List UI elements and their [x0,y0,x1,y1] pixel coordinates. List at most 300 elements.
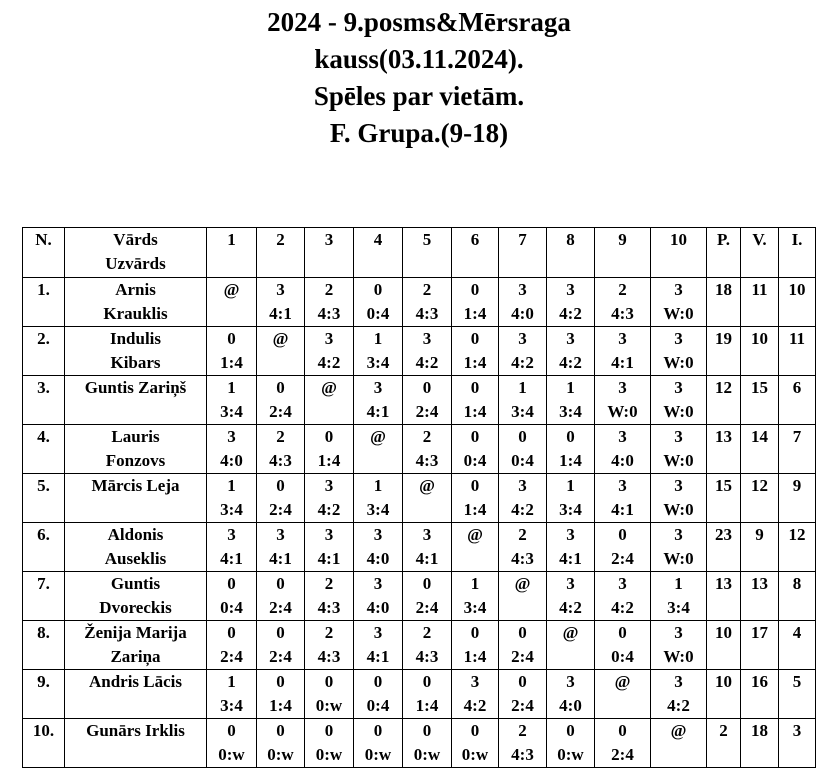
match-score: 4:1 [415,549,439,568]
match-cell [452,621,499,670]
match-score: 4:0 [366,598,390,617]
match-score: 2:4 [415,402,439,421]
match-score: 2:4 [511,647,534,666]
player-name-line: Mārcis Leja [91,476,180,495]
match-points: 3 [373,623,383,642]
match-cell [207,621,257,670]
match-points: 2 [422,623,432,642]
match-score: 4:1 [366,402,390,421]
match-cell [403,327,452,376]
match-score: 4:0 [220,451,243,470]
match-score: 3:4 [220,402,243,421]
match-cell [452,376,499,425]
match-score: W:0 [663,451,694,470]
match-score: 4:2 [511,500,534,519]
match-points: 0 [276,623,285,642]
match-points: 3 [324,525,334,544]
match-points: 0 [422,378,432,397]
match-points: 2 [324,623,334,642]
player-name-line: Andris Lācis [88,672,183,691]
match-cell [499,327,547,376]
match-score: 4:2 [511,353,534,372]
player-name-line: Aldonis [107,525,164,544]
match-cell [547,278,595,327]
player-name [65,327,207,376]
player-name [65,523,207,572]
match-score: 1:4 [463,402,487,421]
match-points: 0 [324,672,334,691]
header-rank: I. [779,228,816,278]
total-rank: 8 [779,572,816,621]
match-score: 3:4 [220,696,243,715]
match-points: 2 [422,280,432,299]
match-score: 3:4 [366,353,390,372]
match-cell [595,621,651,670]
match-score: 4:0 [611,451,634,470]
header-number: N. [23,228,65,278]
match-points: 0 [470,721,480,740]
match-cell [595,523,651,572]
match-points: 3 [470,672,480,691]
total-points: 2 [707,719,741,768]
total-points: 15 [707,474,741,523]
player-name [65,572,207,621]
match-cell [305,376,354,425]
match-cell [354,327,403,376]
match-score: 4:3 [317,647,341,666]
match-score: 4:2 [317,500,341,519]
match-cell [595,327,651,376]
match-cell [403,670,452,719]
total-wins: 15 [741,376,779,425]
player-name-line: Guntis Zariņš [84,378,187,397]
match-score: 1:4 [463,647,487,666]
table-row [23,670,816,719]
match-score: 3:4 [511,402,534,421]
match-points: 0 [422,721,432,740]
match-score: 4:0 [559,696,582,715]
match-cell [595,474,651,523]
match-points: 2 [276,427,285,446]
player-name-line: Kibars [110,353,161,372]
match-points: 3 [674,476,683,495]
match-cell [354,621,403,670]
match-points: 0 [276,476,285,495]
match-points: 0 [470,623,480,642]
player-name-line: Arnis [115,280,156,299]
total-rank: 9 [779,474,816,523]
match-score: W:0 [663,500,694,519]
match-cell [651,719,707,768]
header-row [23,228,816,278]
match-points: 1 [470,574,480,593]
match-score: 1:4 [559,451,582,470]
match-points: 1 [227,476,236,495]
match-score: 4:2 [559,353,582,372]
header-round: 3 [305,228,354,278]
table-row [23,474,816,523]
match-score: W:0 [663,402,694,421]
player-name-line: Gunārs Irklis [86,721,185,740]
match-score: 4:1 [611,500,634,519]
match-cell [207,670,257,719]
match-points: 2 [324,574,334,593]
match-score: 4:3 [415,451,439,470]
match-points: @ [370,427,386,446]
player-name [65,621,207,670]
player-name-line: Ženija Marija [84,623,187,642]
row-number: 7. [23,572,65,621]
header-round: 7 [499,228,547,278]
match-points: 3 [674,280,683,299]
match-points: @ [614,672,631,691]
match-score: 2:4 [269,402,292,421]
match-points: 0 [618,721,627,740]
match-points: 1 [566,476,575,495]
match-cell [452,719,499,768]
match-score: W:0 [607,402,638,421]
table-row [23,327,816,376]
match-score: 1:4 [317,451,341,470]
match-score: 0:w [557,745,584,764]
match-points: 0 [470,329,480,348]
player-name [65,376,207,425]
match-cell [207,425,257,474]
match-points: 3 [276,280,285,299]
header-points: P. [707,228,741,278]
player-name-line: Guntis [110,574,161,593]
match-cell [257,474,305,523]
match-cell [651,327,707,376]
match-score: 2:4 [269,598,292,617]
match-points: 1 [227,672,236,691]
match-cell [547,327,595,376]
match-score: 0:4 [366,304,390,323]
match-points: 1 [566,378,575,397]
match-points: 0 [373,280,383,299]
match-cell [257,376,305,425]
match-cell [452,278,499,327]
match-points: 0 [518,672,527,691]
match-points: 2 [518,525,527,544]
match-cell [452,425,499,474]
match-cell [499,572,547,621]
row-number: 1. [23,278,65,327]
match-cell [547,572,595,621]
match-cell [257,719,305,768]
match-cell [257,572,305,621]
header-round: 2 [257,228,305,278]
match-score: 3:4 [559,500,582,519]
total-rank: 6 [779,376,816,425]
match-cell [595,670,651,719]
header-round: 6 [452,228,499,278]
match-points: 0 [470,427,480,446]
match-score: 4:3 [317,598,341,617]
match-cell [595,572,651,621]
match-points: 3 [566,525,575,544]
total-wins: 17 [741,621,779,670]
match-cell [403,621,452,670]
match-cell [305,278,354,327]
match-points: 0 [422,574,432,593]
match-score: 2:4 [611,745,634,764]
match-score: 0:w [267,745,294,764]
match-cell [354,523,403,572]
player-name-line: Dvoreckis [99,598,172,617]
table-row [23,523,816,572]
match-points: 0 [470,476,480,495]
match-points: @ [272,329,289,348]
match-score: 3:4 [366,500,390,519]
match-points: @ [562,623,579,642]
match-cell [305,523,354,572]
match-score: 2:4 [415,598,439,617]
match-cell [452,474,499,523]
match-score: 3:4 [667,598,690,617]
match-score: 1:4 [415,696,439,715]
match-cell [354,376,403,425]
match-points: @ [467,525,483,544]
match-cell [595,425,651,474]
match-cell [354,719,403,768]
match-points: 3 [674,427,683,446]
match-cell [257,278,305,327]
match-points: 0 [227,329,236,348]
match-score: 4:3 [511,745,534,764]
player-name-line: Auseklis [104,549,167,568]
match-points: 3 [422,329,432,348]
match-points: 0 [373,721,383,740]
total-wins: 12 [741,474,779,523]
match-points: 2 [518,721,527,740]
match-cell [207,572,257,621]
match-score: 0:4 [511,451,534,470]
title-line-1: 2024 - 9.posms&Mērsraga [267,7,571,37]
match-points: 3 [422,525,432,544]
match-score: 0:4 [611,647,634,666]
match-points: 0 [227,623,236,642]
match-points: 2 [422,427,432,446]
header-wins: V. [741,228,779,278]
match-score: 3:4 [463,598,487,617]
match-points: 3 [373,378,383,397]
row-number: 9. [23,670,65,719]
match-score: 4:1 [220,549,243,568]
match-score: 4:3 [511,549,534,568]
player-name [65,719,207,768]
match-cell [547,621,595,670]
match-score: 0:w [413,745,441,764]
document-title [0,4,838,152]
table-row [23,376,816,425]
player-name-line: Zariņa [110,647,161,666]
match-cell [257,327,305,376]
match-score: 4:1 [559,549,582,568]
header-round: 1 [207,228,257,278]
match-score: 0:w [218,745,245,764]
match-points: 3 [373,525,383,544]
match-points: 1 [373,476,383,495]
match-score: 0:w [315,745,343,764]
player-name-line: Lauris [111,427,160,446]
player-name-line: Fonzovs [105,451,166,470]
match-points: 2 [324,280,334,299]
total-rank: 12 [779,523,816,572]
match-score: 0:w [364,745,392,764]
total-wins: 9 [741,523,779,572]
match-cell [595,278,651,327]
match-score: 1:4 [463,353,487,372]
total-points: 12 [707,376,741,425]
match-cell [651,572,707,621]
match-points: @ [670,721,687,740]
match-cell [403,278,452,327]
match-cell [354,572,403,621]
match-cell [257,425,305,474]
total-rank: 3 [779,719,816,768]
match-cell [595,376,651,425]
match-score: 3:4 [559,402,582,421]
row-number: 10. [23,719,65,768]
match-cell [354,474,403,523]
player-name-line: Krauklis [103,304,168,323]
total-rank: 5 [779,670,816,719]
player-name [65,278,207,327]
match-points: 3 [518,476,527,495]
total-wins: 13 [741,572,779,621]
match-cell [354,278,403,327]
total-wins: 14 [741,425,779,474]
match-score: W:0 [663,647,694,666]
title-line-2: kauss(03.11.2024). [314,44,524,74]
match-points: 3 [618,476,627,495]
match-score: 4:3 [415,647,439,666]
match-points: 3 [618,329,627,348]
match-score: 0:4 [366,696,390,715]
match-points: 0 [518,427,527,446]
match-score: 4:1 [611,353,634,372]
match-cell [403,572,452,621]
match-score: 2:4 [511,696,534,715]
match-score: 4:3 [611,304,634,323]
match-points: 0 [422,672,432,691]
header-name: Vārds Uzvārds [65,228,207,278]
row-number: 8. [23,621,65,670]
match-cell [547,376,595,425]
match-score: 2:4 [220,647,243,666]
match-cell [499,719,547,768]
match-points: 0 [470,378,480,397]
match-score: 4:2 [667,696,690,715]
match-cell [207,523,257,572]
total-points: 19 [707,327,741,376]
match-points: 0 [324,721,334,740]
match-points: 3 [674,672,683,691]
match-score: 4:2 [463,696,487,715]
match-cell [207,376,257,425]
total-rank: 10 [779,278,816,327]
total-points: 18 [707,278,741,327]
match-cell [403,719,452,768]
match-points: 3 [618,378,627,397]
match-score: 0:4 [463,451,487,470]
match-cell [257,621,305,670]
match-score: W:0 [663,304,694,323]
match-cell [651,523,707,572]
match-score: 1:4 [463,304,487,323]
match-score: 4:3 [317,304,341,323]
match-score: 4:3 [415,304,439,323]
header-round: 4 [354,228,403,278]
match-points: 3 [618,427,627,446]
match-score: 1:4 [220,353,243,372]
match-points: 0 [373,672,383,691]
match-cell [207,278,257,327]
match-score: 4:3 [269,451,292,470]
title-line-3: Spēles par vietām. [313,81,525,111]
match-points: 1 [227,378,236,397]
match-cell [305,670,354,719]
match-cell [452,327,499,376]
match-cell [305,474,354,523]
row-number: 3. [23,376,65,425]
match-score: 1:4 [463,500,487,519]
match-points: 3 [276,525,285,544]
match-score: 2:4 [269,647,292,666]
match-cell [354,670,403,719]
match-cell [354,425,403,474]
match-score: 4:1 [317,549,341,568]
match-points: 3 [227,427,236,446]
match-points: 0 [618,623,627,642]
match-points: 0 [276,672,285,691]
match-points: 3 [324,329,334,348]
player-name [65,474,207,523]
match-points: 3 [518,329,527,348]
total-rank: 11 [779,327,816,376]
match-points: 0 [276,721,285,740]
table-row [23,719,816,768]
row-number: 5. [23,474,65,523]
match-cell [499,278,547,327]
match-score: 2:4 [269,500,292,519]
match-cell [452,523,499,572]
match-cell [547,670,595,719]
match-cell [651,425,707,474]
match-points: @ [419,476,435,495]
match-points: 0 [566,427,575,446]
match-cell [499,670,547,719]
match-cell [547,523,595,572]
header-round: 8 [547,228,595,278]
match-cell [305,572,354,621]
match-points: 0 [470,280,480,299]
match-points: 3 [373,574,383,593]
total-points: 13 [707,425,741,474]
total-wins: 11 [741,278,779,327]
match-score: 4:2 [559,598,582,617]
title-line-4: F. Grupa.(9-18) [329,118,509,148]
table-row [23,572,816,621]
match-points: 3 [674,525,683,544]
table-row [23,425,816,474]
match-points: 1 [373,329,383,348]
total-points: 10 [707,670,741,719]
match-score: 0:4 [220,598,243,617]
match-points: 0 [324,427,334,446]
match-points: 3 [674,378,683,397]
